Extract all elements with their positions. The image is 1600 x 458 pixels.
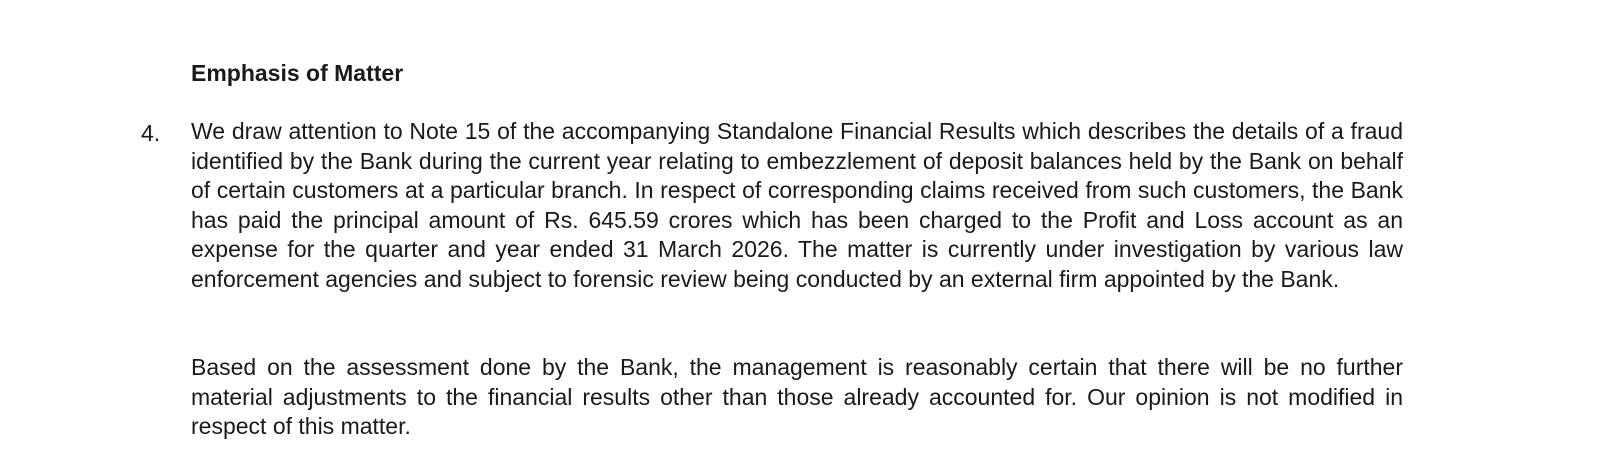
item-number: 4.	[141, 120, 161, 146]
paragraph-fraud-note: We draw attention to Note 15 of the accompanying Standalone Financial Results which describes the details of a fraud identified by the Bank during the current year relating to embezzlement of deposit balances held by the Bank on behalf of certain customers at a particular branch. In respect of corresponding claims received from such customers, the Bank has paid the principal amount of Rs. 645.59 crores which has been charged to the Profit and Loss account as an expense for the quarter and year ended 31 March 2026. The matter is currently under investigation by various law enforcement agencies and subject to forensic review being conducted by an external firm appointed by the Bank.	[191, 118, 1403, 292]
paragraph-opinion: Based on the assessment done by the Bank, the management is reasonably certain that there will be no further material adjustments to the financial results other than those already accounted for. Our opinion is not modified in respect of this matter.	[191, 354, 1403, 439]
section-heading: Emphasis of Matter	[191, 60, 404, 86]
